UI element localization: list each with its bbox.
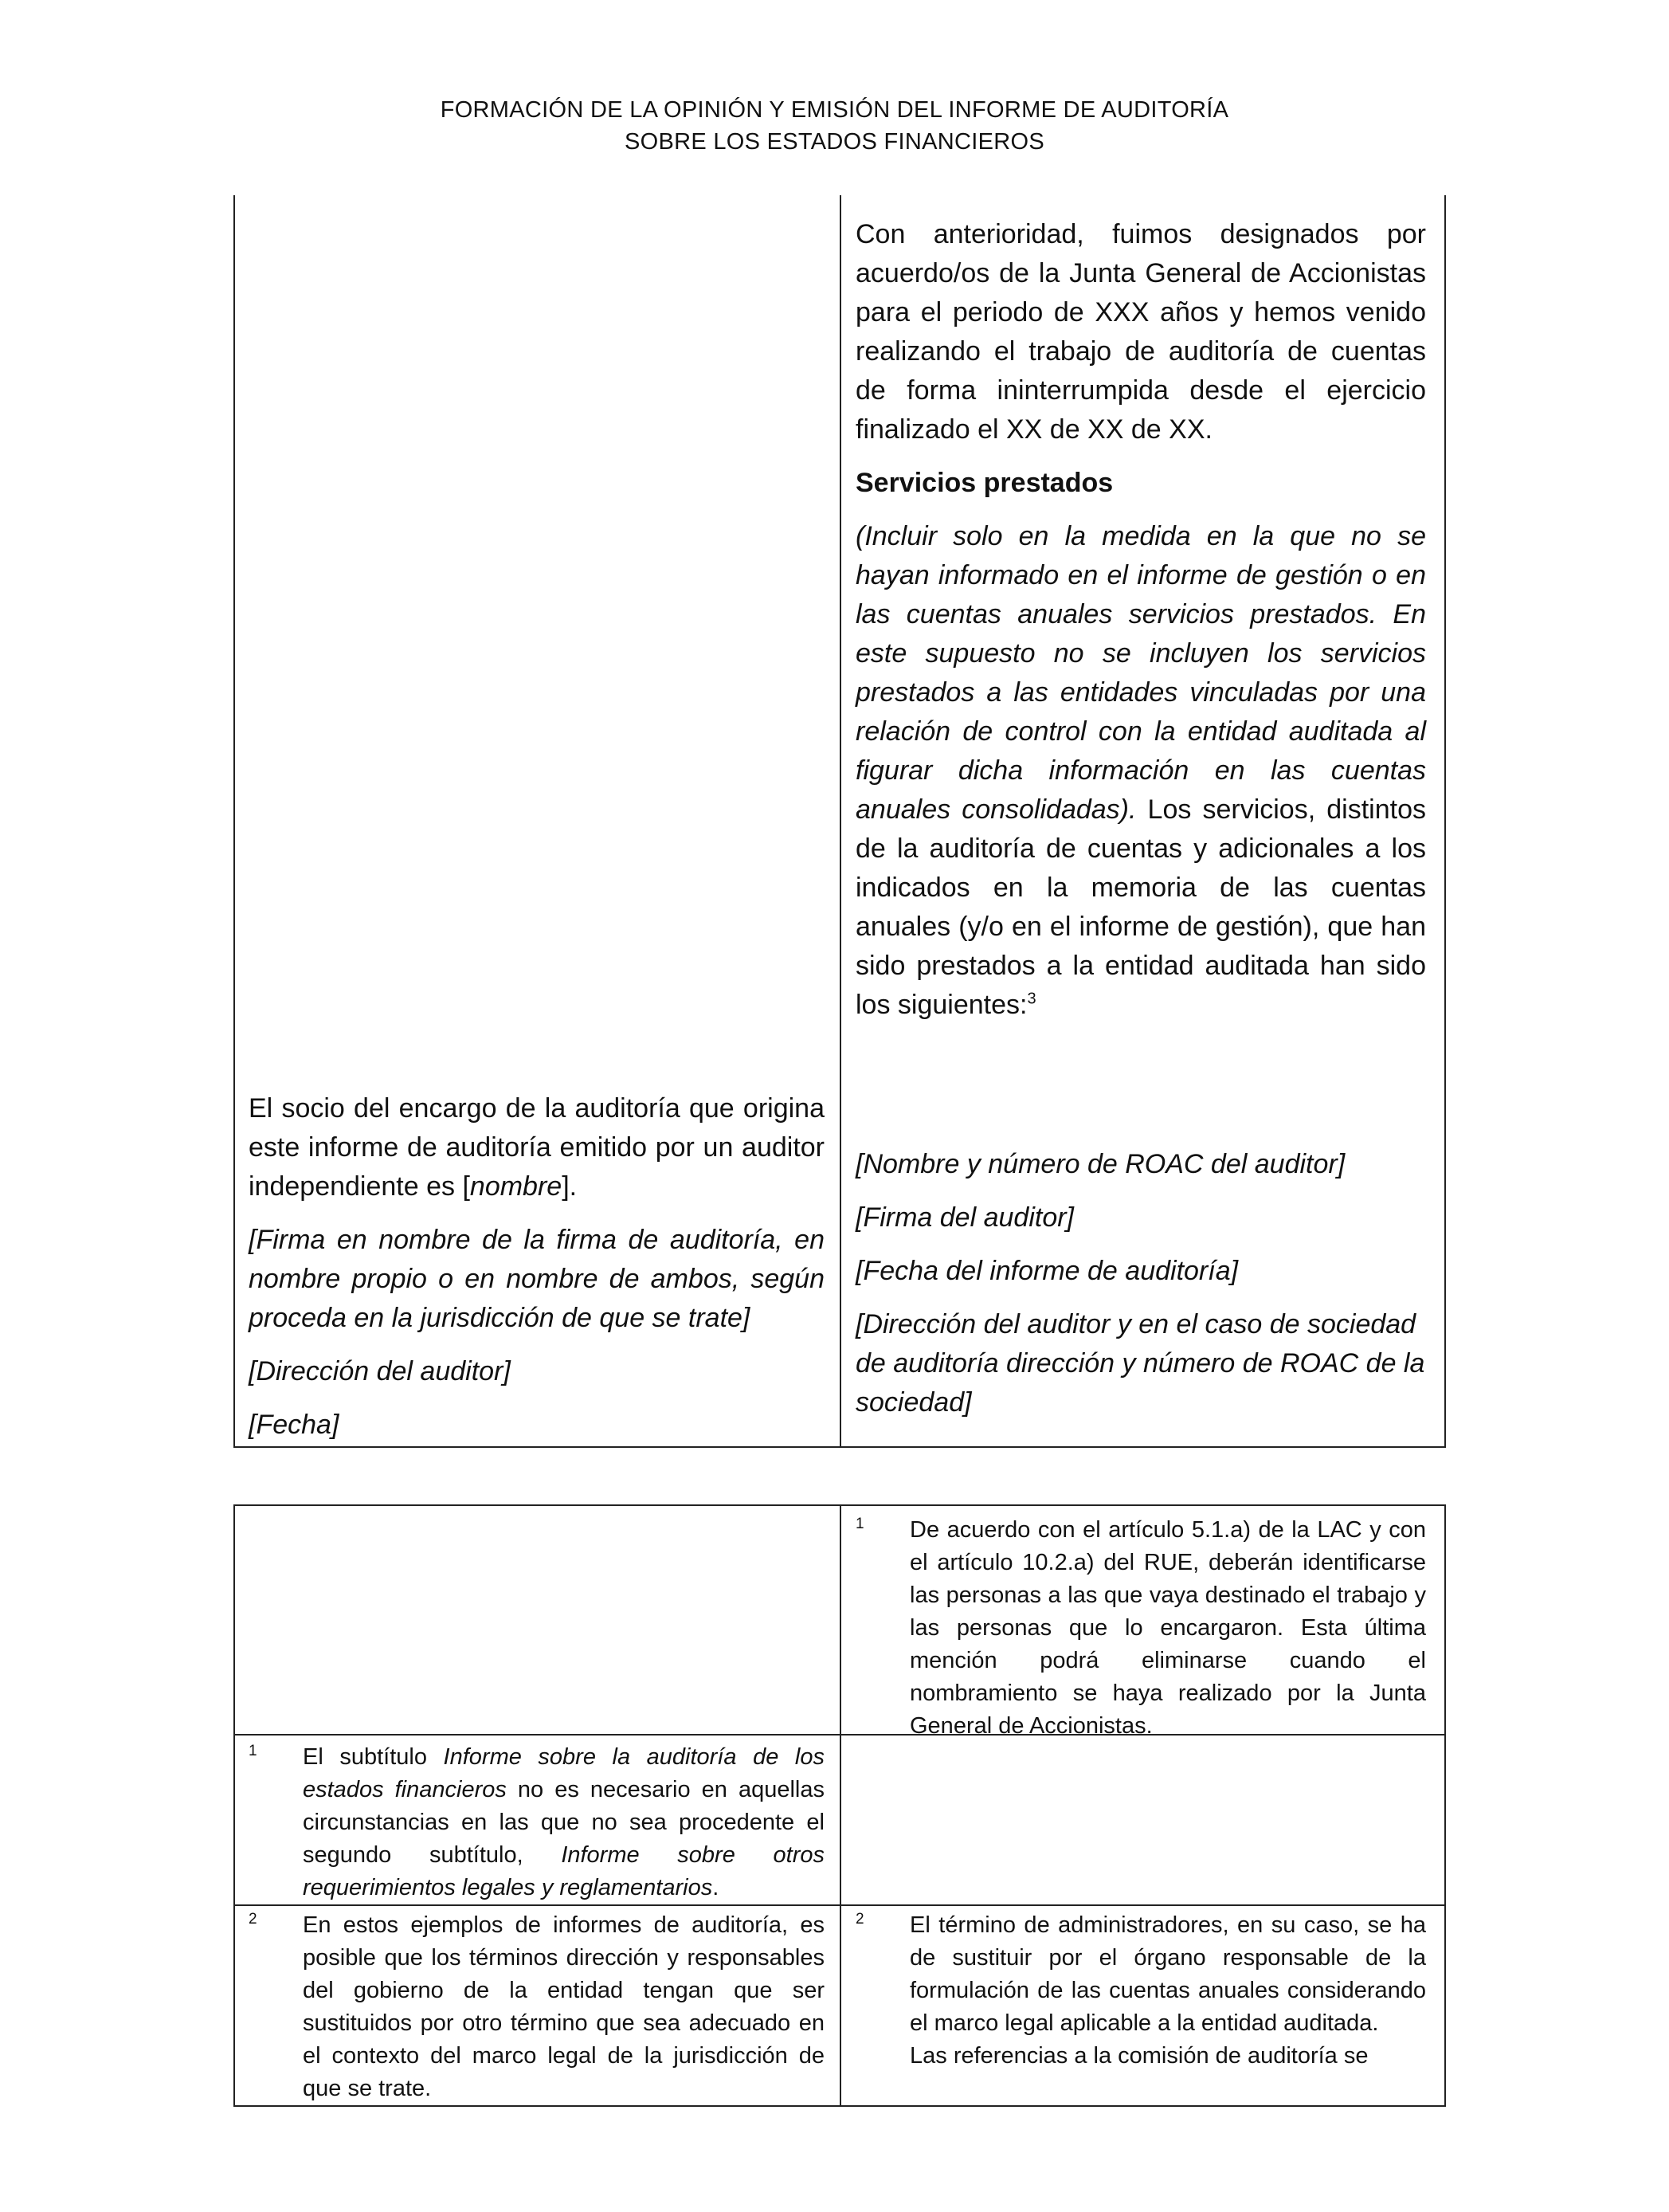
footnote-text: El subtítulo Informe sobre la auditoría de los estados financieros no es necesario en aquellas circunstancias en las que no sea procedente el segundo subtítulo, Informe sobre otros requerimientos legales y reglamentarios. <box>303 1744 825 1900</box>
fn-left-border <box>233 1504 235 2107</box>
footnotes-table <box>233 1504 1446 2107</box>
table-bottom-border <box>233 1446 1446 1448</box>
footnote-left-2 <box>249 1909 825 2105</box>
left-cell-signature <box>249 1089 825 1445</box>
partner-name-placeholder: nombre <box>469 1171 562 1202</box>
right-cell-upper <box>856 215 1426 1025</box>
auditor-signature: [Firma del auditor] <box>856 1202 1074 1233</box>
footnote-left-1 <box>249 1741 825 1904</box>
services-heading: Servicios prestados <box>856 468 1114 498</box>
firm-signature: [Firma en nombre de la firma de auditoría, en nombre propio o en nombre de ambos, según proceda en la jurisdicción de que se trate] <box>249 1225 825 1333</box>
left-auditor-address: [Dirección del auditor] <box>249 1356 511 1386</box>
auditor-name-roac: [Nombre y número de ROAC del auditor] <box>856 1149 1346 1179</box>
header-title: FORMACIÓN DE LA OPINIÓN Y EMISIÓN DEL INFORME DE AUDITORÍA <box>440 97 1229 123</box>
partner-statement: El socio del encargo de la auditoría que origina este informe de auditoría emitido por un auditor independiente es [nombre]. <box>249 1093 825 1202</box>
table-right-border <box>1444 195 1446 1448</box>
services-paragraph <box>856 517 1426 1025</box>
footnote-number: 2 <box>856 1911 864 1928</box>
header-subtitle: SOBRE LOS ESTADOS FINANCIEROS <box>624 129 1045 155</box>
right-auditor-address: [Dirección del auditor y en el caso de sociedad de auditoría dirección y número de ROAC de la sociedad] <box>856 1309 1425 1418</box>
right-cell-signature <box>856 1145 1426 1422</box>
report-date: [Fecha del informe de auditoría] <box>856 1256 1239 1286</box>
services-instruction: (Incluir solo en la medida en la que no se hayan informado en el informe de gestión o en las cuentas anuales servicios prestados. En este supuesto no se incluyen los servicios prestados a las entidades vinculadas por una relación de control con la entidad auditada al figurar dicha información en las cuentas anuales consolidadas). <box>856 521 1426 825</box>
fn-bottom-border <box>233 2105 1446 2107</box>
report-table <box>233 195 1446 1448</box>
page-header <box>0 94 1669 158</box>
table-left-border <box>233 195 235 1448</box>
fn-column-divider <box>840 1504 841 2107</box>
footnote-right-2 <box>856 1909 1426 2073</box>
footnote-text: El término de administradores, en su caso, se ha de sustituir por el órgano responsable de la formulación de las cuentas anuales considerando el marco legal aplicable a la entidad auditada. <box>910 1912 1426 2036</box>
footnote-number: 1 <box>856 1516 864 1532</box>
footnote-number: 2 <box>249 1911 257 1928</box>
table-column-divider <box>840 195 841 1448</box>
footnote-text: En estos ejemplos de informes de auditoría, es posible que los términos dirección y responsables del gobierno de la entidad tengan que ser sustituidos por otro término que sea adecuado en el contexto del marco legal de la jurisdicción de que se trate. <box>303 1912 825 2101</box>
footnote-right-1 <box>856 1514 1426 1743</box>
designation-paragraph: Con anterioridad, fuimos designados por acuerdo/os de la Junta General de Accionistas para el periodo de XXX años y hemos venido realizando el trabajo de auditoría de cuentas de forma ininterrumpida desde el ejercicio finalizado el XX de XX de XX. <box>856 219 1426 445</box>
services-text: Los servicios, distintos de la auditoría de cuentas y adicionales a los indicados en la memoria de las cuentas anuales (y/o en el informe de gestión), que han sido prestados a la entidad auditada han sido los siguientes: <box>856 794 1426 1020</box>
footnote-continuation: Las referencias a la comisión de auditoría se <box>910 2043 1369 2069</box>
left-date: [Fecha] <box>249 1410 339 1440</box>
fn-right-border <box>1444 1504 1446 2107</box>
footnote-text: De acuerdo con el artículo 5.1.a) de la LAC y con el artículo 10.2.a) del RUE, deberán identificarse las personas a las que vaya destinado el trabajo y las personas que lo encargaron. Esta última mención podrá eliminarse cuando el nombramiento se haya realizado por la Junta General de Accionistas. <box>910 1517 1426 1739</box>
footnote-number: 1 <box>249 1743 257 1759</box>
footnote-ref-3: 3 <box>1027 990 1036 1008</box>
fn-row-divider-2 <box>233 1904 1446 1906</box>
